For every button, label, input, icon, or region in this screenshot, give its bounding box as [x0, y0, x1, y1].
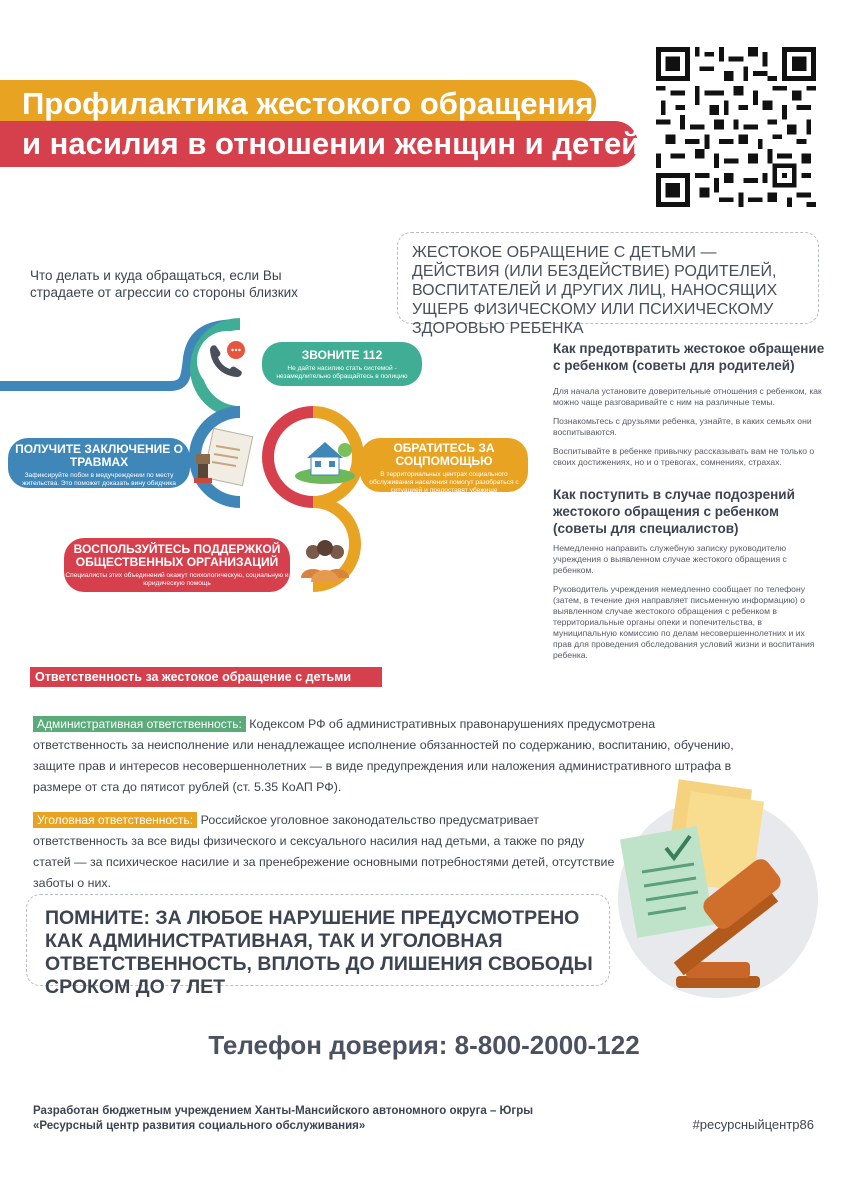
step-injury-report-title: ПОЛУЧИТЕ ЗАКЛЮЧЕНИЕ О ТРАВМАХ [15, 442, 183, 469]
parents-paragraph-1: Для начала установите доверительные отношения с ребенком, как можно чаще разговаривайте с ним на различные темы. [553, 386, 822, 407]
specialists-paragraph-2: Руководитель учреждения немедленно сообщает по телефону (затем, в течение дня направляет письменную информацию) о выявленном случае жестокого обращения с ребенком в территориальные органы опеки и попечительства, в муниципальную комиссию по делам несовершеннолетних и их прав для проведения обследования условий жизни и воспитания ребенка. [553, 584, 815, 660]
step-social-help-title: ОБРАТИТЕСЬ ЗА СОЦПОМОЩЬЮ [393, 441, 495, 468]
gavel-icon [606, 776, 830, 1002]
administrative-text: Кодексом РФ об административных правонарушениях предусмотрена ответственность за неисполнение или ненадлежащее исполнение обязанностей по содержанию, воспитанию, обучению, защите прав и интересов несовершеннолетних — в виде предупреждения или наложения административного штрафа в размере от ста до пятисот рублей (ст. 5.35 КоАП РФ). [33, 717, 734, 794]
criminal-text: Российское уголовное законодательство предусматривает ответственность за все виды физического и сексуального насилия над детьми, а также по ряду статей — за психическое насилие и за пренебрежение основными потребностями детей, отсутствие заботы о них. [33, 813, 615, 890]
parents-heading: Как предотвратить жестокое обращение с ребенком (советы для родителей) [553, 341, 825, 373]
step-social-help-text: В территориальных центрах социального обслуживания населения помогут разобраться с ситуацией и предоставят убежище [369, 471, 519, 494]
administrative-label: Административная ответственность: [33, 716, 246, 732]
criminal-responsibility [33, 810, 623, 894]
remember-box [26, 894, 610, 998]
step-call-112 [262, 342, 422, 386]
specialists-paragraph-1: Немедленно направить служебную записку руководителю учреждения о выявленном случае жестокого обращения с ребенком. [553, 543, 787, 575]
step-call-112-title: ЗВОНИТЕ 112 [301, 348, 383, 362]
title-banner-line1 [0, 80, 596, 126]
step-public-organizations [64, 538, 290, 592]
hashtag[interactable]: #ресурсныйцентр86 [692, 1117, 814, 1132]
what-to-do-heading: Что делать и куда обращаться, если Вы страдаете от агрессии со стороны близких [30, 268, 298, 300]
criminal-label: Уголовная ответственность: [33, 812, 197, 828]
page-title-line1: Профилактика жестокого обращения [22, 86, 594, 121]
step-public-organizations-title: ВОСПОЛЬЗУЙТЕСЬ ПОДДЕРЖКОЙ ОБЩЕСТВЕННЫХ ОРГАНИЗАЦИЙ [73, 542, 281, 569]
phone-icon [196, 330, 258, 392]
page-title-line2: и насилия в отношении женщин и детей [22, 126, 641, 161]
people-icon [293, 532, 357, 588]
responsibility-heading-bar [30, 667, 382, 687]
title-banner-line2 [0, 121, 641, 167]
footer-line-2: «Ресурсный центр развития социального обслуживания» [33, 1120, 366, 1132]
step-injury-report-text: Зафиксируйте побои в медучреждении по месту жительства. Это поможет доказать вину обидчика [22, 472, 176, 487]
helpline-phone[interactable]: Телефон доверия: 8-800-2000-122 [208, 1030, 640, 1060]
specialists-advice [553, 486, 815, 661]
specialists-heading: Как поступить в случае подозрений жестокого обращения с ребенком (советы для специалистов) [553, 487, 795, 536]
responsibility-heading: Ответственность за жестокое обращение с детьми [35, 670, 352, 684]
step-public-organizations-text: Специалисты этих объединений окажут психологическую, социальную и юридическую помощь [65, 572, 289, 587]
footer-line-1: Разработан бюджетным учреждением Ханты-Мансийского автономного округа – Югры [33, 1105, 534, 1117]
document-stamp-icon [190, 424, 260, 494]
step-call-112-text: Не дайте насилию стать системой - незамедлительно обращайтесь в полицию [276, 365, 408, 380]
footer-developer [33, 1104, 593, 1134]
definition-text: ЖЕСТОКОЕ ОБРАЩЕНИЕ С ДЕТЬМИ — ДЕЙСТВИЯ (ИЛИ БЕЗДЕЙСТВИЕ) РОДИТЕЛЕЙ, ВОСПИТАТЕЛЕЙ И ДРУГИХ ЛИЦ, НАНОСЯЩИХ УЩЕРБ ФИЗИЧЕСКОМУ ИЛИ ПСИХИЧЕСКОМУ ЗДОРОВЬЮ РЕБЕНКА [412, 244, 778, 337]
house-icon [293, 428, 357, 488]
qr-code-icon[interactable] [656, 47, 816, 207]
definition-box [397, 232, 819, 337]
parents-advice [553, 340, 825, 468]
step-injury-report [8, 438, 190, 488]
step-social-help [360, 438, 528, 492]
parents-paragraph-3: Воспитывайте в ребенке привычку рассказывать вам не только о своих достижениях, но и о тревогах, сомнениях, страхах. [553, 446, 815, 467]
parents-paragraph-2: Познакомьтесь с друзьями ребенка, узнайте, в каких семьях они воспитываются. [553, 416, 812, 437]
remember-text: ПОМНИТЕ: ЗА ЛЮБОЕ НАРУШЕНИЕ ПРЕДУСМОТРЕНО КАК АДМИНИСТРАТИВНАЯ, ТАК И УГОЛОВНАЯ ОТВЕТСТВЕННОСТЬ, ВПЛОТЬ ДО ЛИШЕНИЯ СВОБОДЫ СРОКОМ ДО 7 ЛЕТ [45, 907, 593, 998]
